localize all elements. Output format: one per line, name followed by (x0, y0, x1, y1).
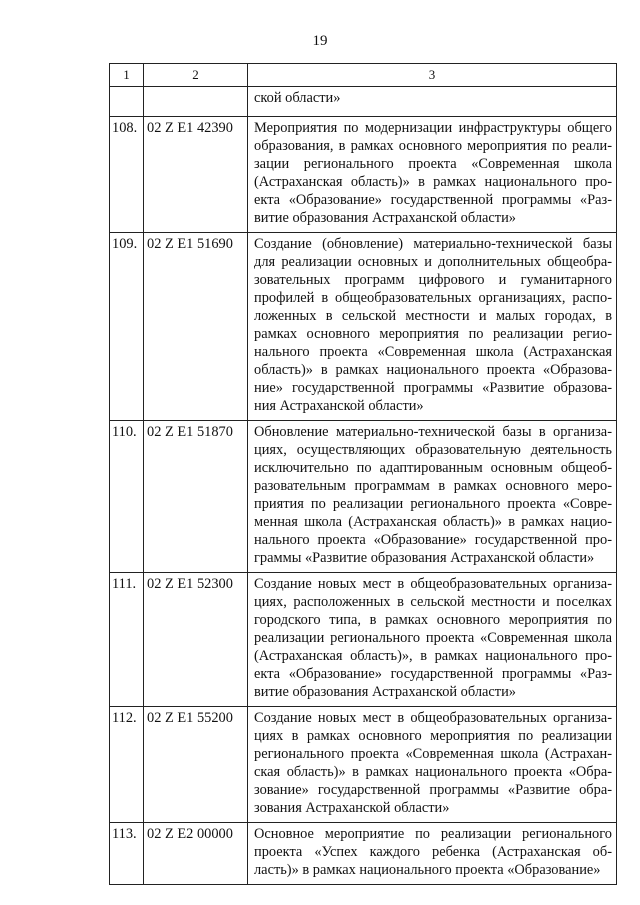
description-line: ская область)» в рамках национального проекта «Обра- (254, 764, 612, 780)
row-description (248, 421, 617, 573)
description-line: циях в рамках основного мероприятия по реализации (254, 728, 612, 744)
description-line: витие образования Астраханской области» (254, 684, 516, 700)
row-description (248, 117, 617, 233)
description-line: менная школа (Астраханская область)» в рамках нацио- (254, 514, 612, 530)
row-code: 02 Z E1 52300 (144, 573, 248, 707)
description-line: Мероприятия по модернизации инфраструктуры общего (254, 120, 612, 136)
continuation-code-cell (144, 87, 248, 117)
description-line: циях, расположенных в сельской местности и поселках (254, 594, 612, 610)
row-code: 02 Z E1 55200 (144, 707, 248, 823)
continuation-row (110, 87, 617, 117)
description-line: образования, в рамках основного мероприятия по реали- (254, 138, 612, 154)
header-cell-code: 2 (144, 64, 248, 87)
description-line: регионального проекта «Современная школа (Астрахан- (254, 746, 612, 762)
row-number: 113. (110, 823, 144, 885)
continuation-text: ской области» (248, 87, 617, 117)
row-number: 112. (110, 707, 144, 823)
row-description (248, 707, 617, 823)
description-line: граммы «Развитие образования Астраханской области» (254, 550, 595, 566)
description-line: зации регионального проекта «Современная школа (254, 156, 612, 172)
description-line: нального проекта «Образование» государственной про- (254, 532, 612, 548)
table-row (110, 573, 617, 707)
header-cell-name: 3 (248, 64, 617, 87)
table-header-row (110, 64, 617, 87)
description-line: профилей в общеобразовательных организациях, распо- (254, 290, 612, 306)
description-line: разовательным программам в рамках основного меро- (254, 478, 612, 494)
description-line: исключительно по адаптированным основным общеоб- (254, 460, 612, 476)
description-line: приятия по реализации регионального проекта «Совре- (254, 496, 612, 512)
description-line: витие образования Астраханской области» (254, 210, 516, 226)
description-line: зование» государственной программы «Развитие обра- (254, 782, 612, 798)
description-line: для реализации основных и дополнительных общеобра- (254, 254, 612, 270)
description-line: ласть)» в рамках национального проекта «Образование» (254, 862, 601, 878)
budget-classification-table (109, 63, 617, 885)
row-number: 111. (110, 573, 144, 707)
row-code: 02 Z E2 00000 (144, 823, 248, 885)
description-line: Создание новых мест в общеобразовательных организа- (254, 576, 612, 592)
description-line: реализации регионального проекта «Современная школа (254, 630, 612, 646)
description-line: городского типа, в рамках основного мероприятия по (254, 612, 612, 628)
description-line: Обновление материально-технической базы в организа- (254, 424, 612, 440)
description-line: (Астраханская область)», в рамках национального про- (254, 648, 612, 664)
page-number: 19 (312, 33, 328, 49)
description-line: проекта «Успех каждого ребенка (Астраханская об- (254, 844, 612, 860)
row-code: 02 Z E1 42390 (144, 117, 248, 233)
description-line: ния Астраханской области» (254, 398, 424, 414)
description-line: циях, осуществляющих образовательную деятельность (254, 442, 612, 458)
header-cell-number: 1 (110, 64, 144, 87)
description-line: ложенных в сельской местности и малых городах, в (254, 308, 612, 324)
row-description (248, 233, 617, 421)
continuation-number-cell (110, 87, 144, 117)
table-row (110, 233, 617, 421)
row-code: 02 Z E1 51690 (144, 233, 248, 421)
table-row (110, 117, 617, 233)
description-line: ние» государственной программы «Развитие образова- (254, 380, 612, 396)
description-line: екта «Образование» государственной программы «Раз- (254, 666, 612, 682)
row-description (248, 573, 617, 707)
row-description (248, 823, 617, 885)
description-line: область)» в рамках национального проекта «Образова- (254, 362, 612, 378)
row-number: 109. (110, 233, 144, 421)
row-number: 110. (110, 421, 144, 573)
description-line: екта «Образование» государственной программы «Раз- (254, 192, 612, 208)
description-line: зовательных программ цифрового и гуманитарного (254, 272, 612, 288)
description-line: зования Астраханской области» (254, 800, 450, 816)
table-row (110, 707, 617, 823)
table-row (110, 823, 617, 885)
table-row (110, 421, 617, 573)
description-line: Создание (обновление) материально-технической базы (254, 236, 612, 252)
description-line: Основное мероприятие по реализации регионального (254, 826, 612, 842)
row-number: 108. (110, 117, 144, 233)
description-line: рамках основного мероприятия по реализации регио- (254, 326, 612, 342)
description-line: нального проекта «Современная школа (Астраханская (254, 344, 612, 360)
row-code: 02 Z E1 51870 (144, 421, 248, 573)
description-line: (Астраханская область)» в рамках национального про- (254, 174, 612, 190)
description-line: Создание новых мест в общеобразовательных организа- (254, 710, 612, 726)
